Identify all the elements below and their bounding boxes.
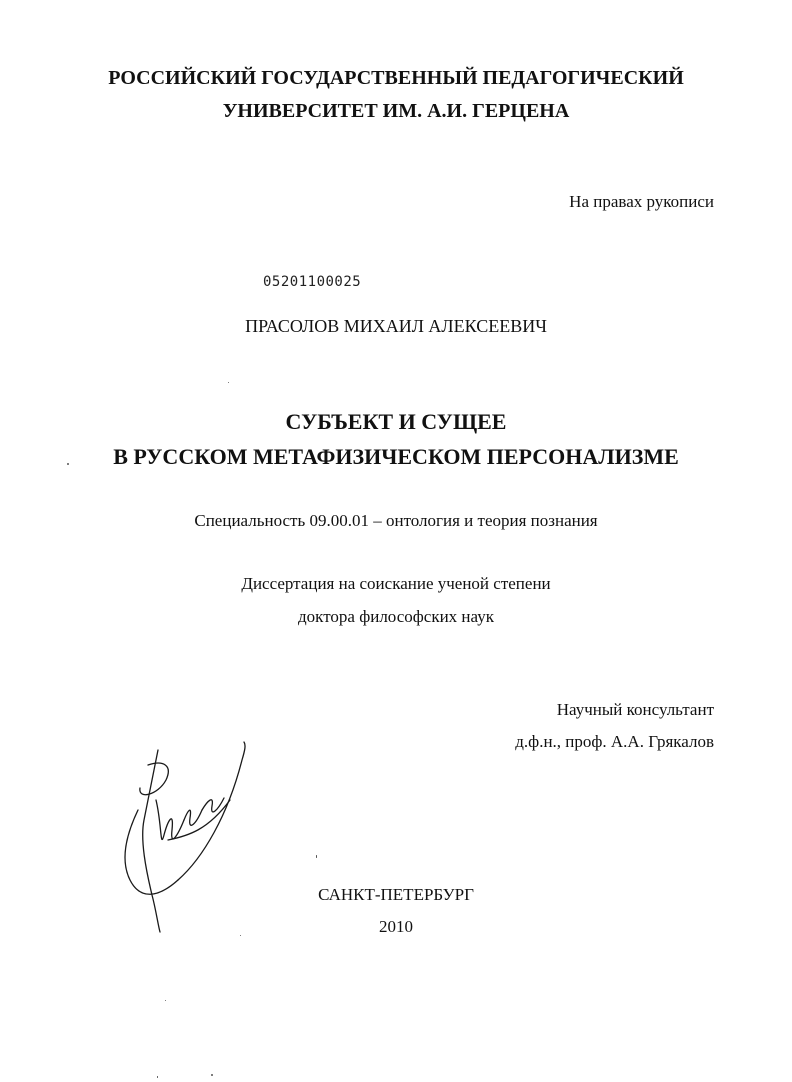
- dissertation-title-line1: СУБЪЕКТ И СУЩЕЕ: [285, 409, 507, 434]
- library-stamp-number: 05201100025: [263, 274, 362, 290]
- advisor-name: д.ф.н., проф. А.А. Грякалов: [515, 732, 714, 751]
- speck-dot: [157, 1076, 158, 1078]
- city: САНКТ-ПЕТЕРБУРГ: [318, 885, 474, 904]
- handwritten-signature: [118, 740, 258, 935]
- year: 2010: [379, 917, 413, 936]
- speck-dot: [211, 1074, 213, 1076]
- degree-line2: доктора философских наук: [298, 607, 494, 626]
- speck-dot: [240, 935, 241, 936]
- degree-line1: Диссертация на соискание ученой степени: [241, 574, 551, 593]
- speck-dot: [316, 855, 317, 858]
- university-name-line1: РОССИЙСКИЙ ГОСУДАРСТВЕННЫЙ ПЕДАГОГИЧЕСКИЙ: [108, 67, 684, 89]
- specialty-line: Специальность 09.00.01 – онтология и теория познания: [194, 511, 598, 530]
- speck-dot: [165, 1000, 166, 1001]
- rights-note: На правах рукописи: [569, 192, 714, 211]
- speck-dot: [228, 382, 229, 383]
- university-name-line2: УНИВЕРСИТЕТ ИМ. А.И. ГЕРЦЕНА: [222, 100, 570, 122]
- author-name: ПРАСОЛОВ МИХАИЛ АЛЕКСЕЕВИЧ: [245, 316, 547, 336]
- dissertation-title-line2: В РУССКОМ МЕТАФИЗИЧЕСКОМ ПЕРСОНАЛИЗМЕ: [113, 444, 679, 469]
- speck-dot: [67, 463, 69, 465]
- advisor-role: Научный консультант: [556, 700, 714, 719]
